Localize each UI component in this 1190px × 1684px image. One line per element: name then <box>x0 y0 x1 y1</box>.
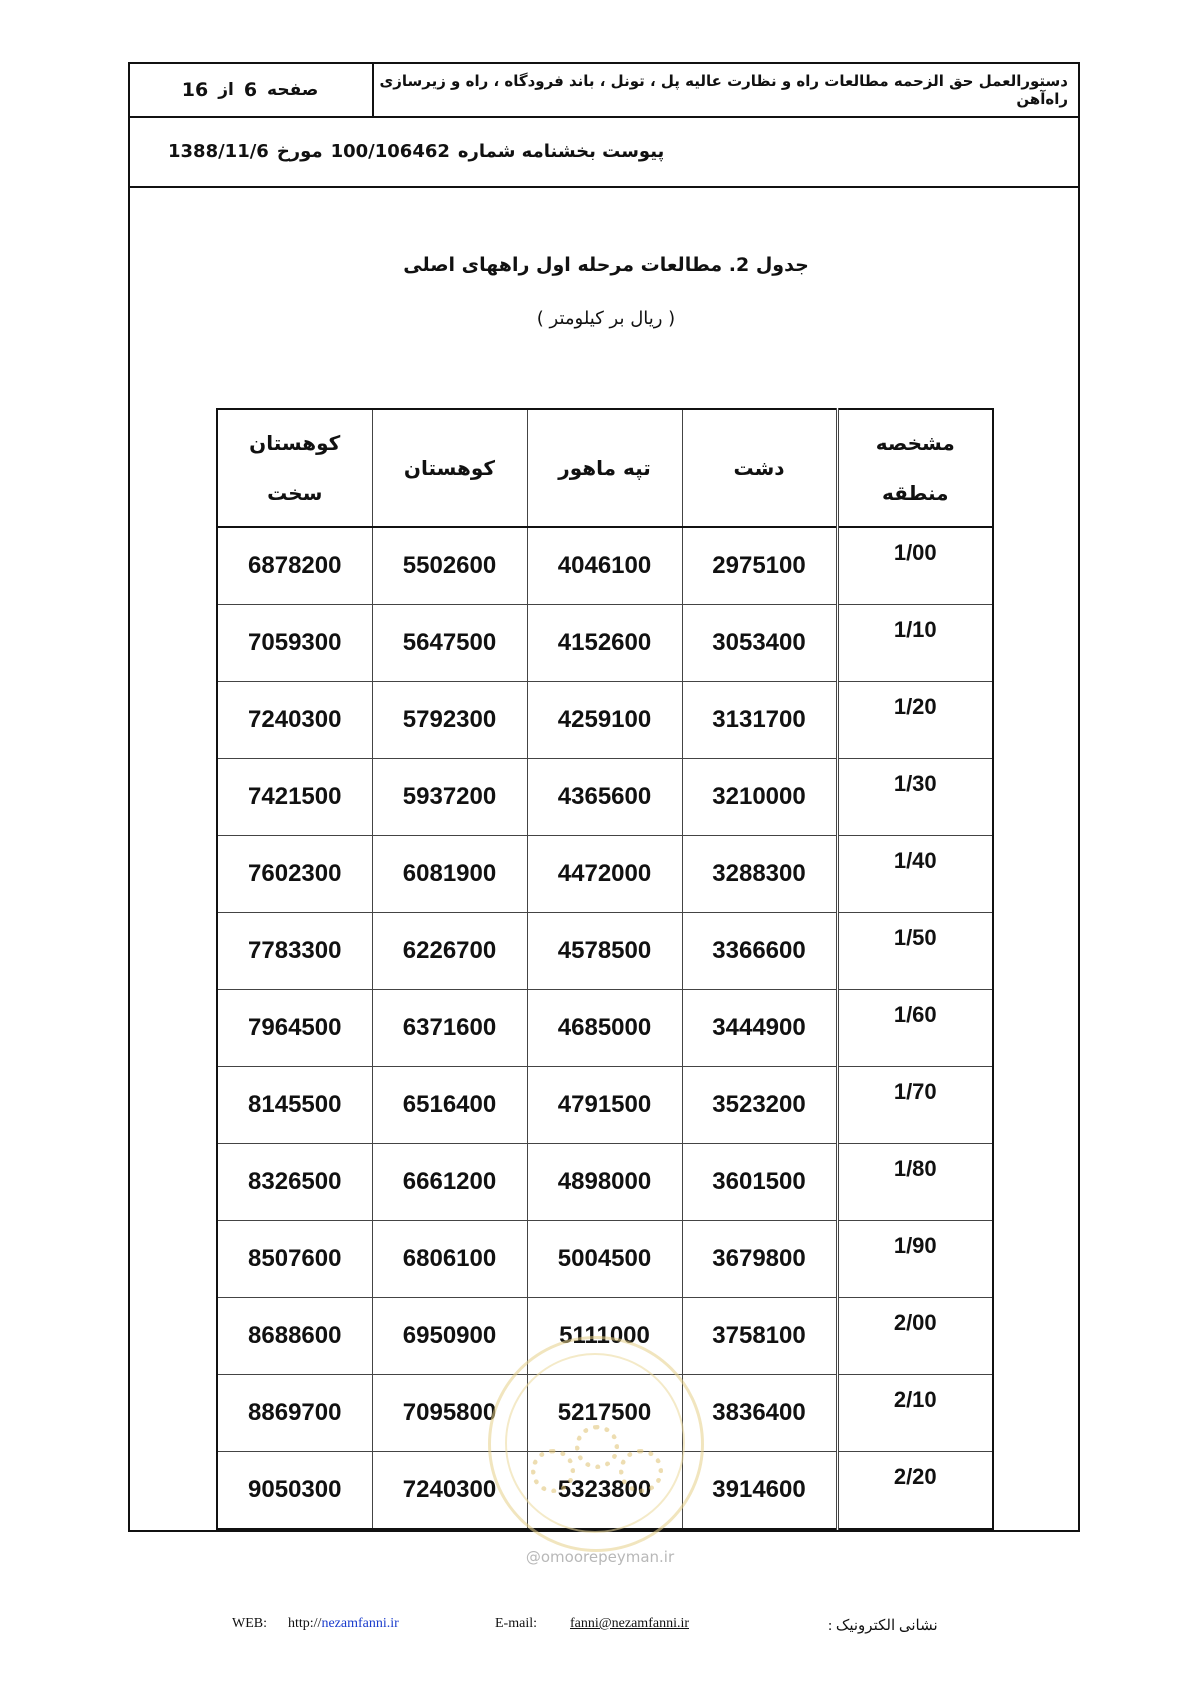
table-header-row <box>217 409 993 527</box>
cell-mountain: 6806100 <box>372 1221 527 1298</box>
page-total: 16 <box>181 79 209 101</box>
header-coef-line1: مشخصه <box>875 431 955 455</box>
header-coef-line2: منطقه <box>881 481 949 505</box>
watermark-site: @omoorepeyman.ir <box>525 1548 675 1566</box>
table-row <box>217 913 993 990</box>
cell-hard-mountain: 8145500 <box>217 1067 372 1144</box>
cell-hard-mountain: 8869700 <box>217 1375 372 1452</box>
cell-hard-mountain: 8507600 <box>217 1221 372 1298</box>
header-hard-mountain <box>217 409 372 527</box>
cell-plain: 3601500 <box>682 1144 837 1221</box>
cell-zone-coefficient: 1/80 <box>837 1144 993 1221</box>
header-hard-line2: سخت <box>267 481 323 505</box>
table-row <box>217 759 993 836</box>
cell-mountain: 6226700 <box>372 913 527 990</box>
cell-mountain: 6661200 <box>372 1144 527 1221</box>
footer-address-label: نشانی الکترونیک : <box>828 1618 938 1634</box>
table-row <box>217 836 993 913</box>
cell-zone-coefficient: 1/50 <box>837 913 993 990</box>
circular-date-word: مورخ <box>276 140 323 162</box>
cell-mountain: 5502600 <box>372 527 527 605</box>
cell-mountain: 7095800 <box>372 1375 527 1452</box>
page-of-word: از <box>218 80 234 100</box>
cell-plain: 3523200 <box>682 1067 837 1144</box>
header-mountain: کوهستان <box>372 409 527 527</box>
cell-hilly: 4046100 <box>527 527 682 605</box>
subheader-row <box>130 118 1078 188</box>
cell-hard-mountain: 8688600 <box>217 1298 372 1375</box>
cell-plain: 3210000 <box>682 759 837 836</box>
table-row <box>217 605 993 682</box>
header-hilly: تپه ماهور <box>527 409 682 527</box>
cell-hard-mountain: 7421500 <box>217 759 372 836</box>
cell-hard-mountain: 7059300 <box>217 605 372 682</box>
header-zone-coefficient <box>837 409 993 527</box>
cell-hilly: 4898000 <box>527 1144 682 1221</box>
cell-mountain: 5937200 <box>372 759 527 836</box>
circular-number: 100/106462 <box>330 140 450 162</box>
footer-web-domain[interactable]: nezamfanni.ir <box>321 1616 399 1631</box>
cell-mountain: 5792300 <box>372 682 527 759</box>
footer-email-label: E-mail: <box>495 1616 537 1631</box>
cell-hilly: 4152600 <box>527 605 682 682</box>
document-title: دستورالعمل حق الزحمه مطالعات راه و نظارت عالیه پل ، تونل ، باند فرودگاه ، راه و زیرسازی راه‌آهن <box>379 72 1068 108</box>
footer <box>0 1616 1190 1646</box>
cell-hilly: 5217500 <box>527 1375 682 1452</box>
cell-plain: 3131700 <box>682 682 837 759</box>
cell-hilly: 4365600 <box>527 759 682 836</box>
footer-email-link[interactable]: fanni@nezamfanni.ir <box>570 1616 690 1631</box>
page-indicator <box>130 64 370 116</box>
page-word: صفحه <box>267 80 319 100</box>
cell-zone-coefficient: 2/00 <box>837 1298 993 1375</box>
cell-zone-coefficient: 1/40 <box>837 836 993 913</box>
caption-text: مطالعات مرحله اول راههای اصلی <box>403 254 723 276</box>
cell-mountain: 6950900 <box>372 1298 527 1375</box>
cell-hard-mountain: 7964500 <box>217 990 372 1067</box>
watermark-gear-icon <box>531 1449 575 1493</box>
cell-zone-coefficient: 1/30 <box>837 759 993 836</box>
cell-hard-mountain: 8326500 <box>217 1144 372 1221</box>
cell-hilly: 4685000 <box>527 990 682 1067</box>
cell-hilly: 5323800 <box>527 1452 682 1530</box>
cell-hilly: 4472000 <box>527 836 682 913</box>
cell-plain: 3288300 <box>682 836 837 913</box>
cell-zone-coefficient: 1/20 <box>837 682 993 759</box>
cell-plain: 2975100 <box>682 527 837 605</box>
header-hard-line1: کوهستان <box>249 431 341 455</box>
header-row <box>130 64 1078 118</box>
caption-word: جدول <box>755 254 809 276</box>
cell-hilly: 4791500 <box>527 1067 682 1144</box>
footer-web-prefix: http:// <box>288 1616 322 1631</box>
table-row <box>217 682 993 759</box>
watermark-logo <box>488 1336 704 1552</box>
cell-hard-mountain: 7602300 <box>217 836 372 913</box>
page-number: 6 <box>243 79 258 101</box>
footer-web-label: WEB: <box>232 1616 267 1631</box>
cell-hilly: 4578500 <box>527 913 682 990</box>
cell-hard-mountain: 7240300 <box>217 682 372 759</box>
table-unit: ( ریال بر کیلومتر ) <box>536 308 676 329</box>
cell-zone-coefficient: 2/20 <box>837 1452 993 1530</box>
cell-plain: 3053400 <box>682 605 837 682</box>
cell-plain: 3914600 <box>682 1452 837 1530</box>
watermark-gear-icon <box>619 1449 663 1493</box>
cell-plain: 3836400 <box>682 1375 837 1452</box>
cell-zone-coefficient: 1/60 <box>837 990 993 1067</box>
cell-zone-coefficient: 1/90 <box>837 1221 993 1298</box>
cell-hard-mountain: 9050300 <box>217 1452 372 1530</box>
cell-zone-coefficient: 1/70 <box>837 1067 993 1144</box>
table-row <box>217 1067 993 1144</box>
cell-mountain: 6371600 <box>372 990 527 1067</box>
circular-date: 1388/11/6 <box>168 140 269 162</box>
cell-zone-coefficient: 1/10 <box>837 605 993 682</box>
cell-plain: 3444900 <box>682 990 837 1067</box>
watermark-gear-icon <box>575 1425 619 1469</box>
circular-reference <box>168 118 1068 184</box>
cell-mountain: 6081900 <box>372 836 527 913</box>
circular-prefix: پیوست بخشنامه شماره <box>457 140 665 162</box>
cell-hilly: 4259100 <box>527 682 682 759</box>
table-row <box>217 527 993 605</box>
cell-mountain: 6516400 <box>372 1067 527 1144</box>
cell-hilly: 5111000 <box>527 1298 682 1375</box>
caption-number: 2. <box>728 254 750 276</box>
cell-mountain: 5647500 <box>372 605 527 682</box>
table-caption <box>130 254 1082 276</box>
table-row <box>217 990 993 1067</box>
cell-hard-mountain: 7783300 <box>217 913 372 990</box>
cell-mountain: 7240300 <box>372 1452 527 1530</box>
table-row <box>217 1144 993 1221</box>
cell-hard-mountain: 6878200 <box>217 527 372 605</box>
cell-zone-coefficient: 2/10 <box>837 1375 993 1452</box>
cell-plain: 3679800 <box>682 1221 837 1298</box>
table-row <box>217 1221 993 1298</box>
cell-plain: 3366600 <box>682 913 837 990</box>
cell-plain: 3758100 <box>682 1298 837 1375</box>
header-plain: دشت <box>682 409 837 527</box>
cell-hilly: 5004500 <box>527 1221 682 1298</box>
cell-zone-coefficient: 1/00 <box>837 527 993 605</box>
footer-web-link[interactable] <box>288 1616 399 1632</box>
